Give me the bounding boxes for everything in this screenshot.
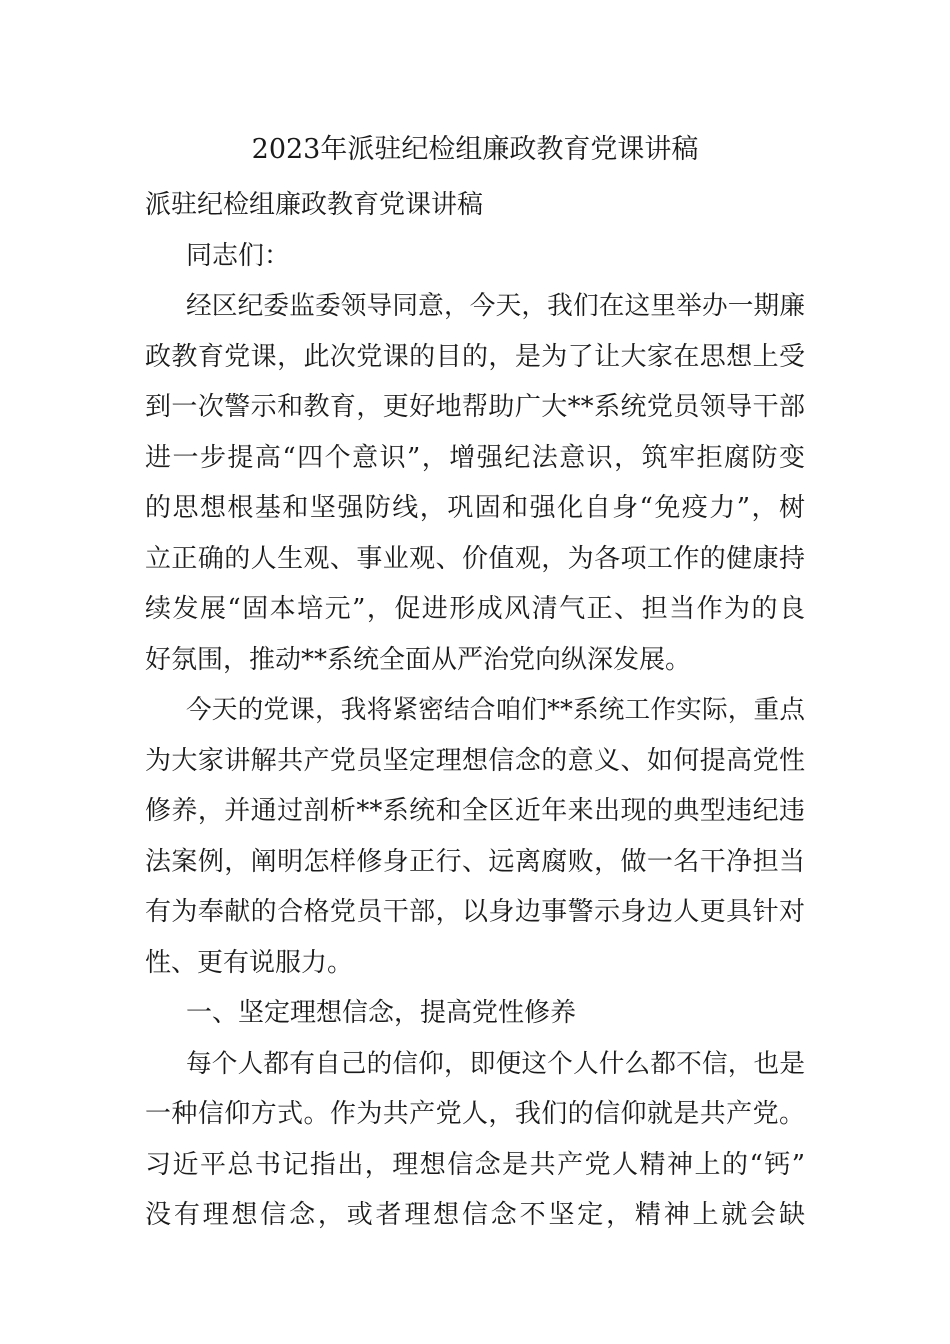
text-line: 经区纪委监委领导同意，今天，我们在这里举办一期廉 xyxy=(186,291,805,321)
text-line: 立正确的人生观、事业观、价值观，为各项工作的健康持 xyxy=(145,543,805,574)
text-line: 好氛围，推动**系统全面从严治党向纵深发展。 xyxy=(145,644,692,675)
text-line: 今天的党课，我将紧密结合咱们**系统工作实际，重点 xyxy=(186,695,805,725)
document-title: 2023年派驻纪检组廉政教育党课讲稿 xyxy=(251,134,699,165)
text-line: 进一步提高“四个意识”，增强纪法意识，筑牢拒腐防变 xyxy=(145,442,805,473)
text-line: 派驻纪检组廉政教育党课讲稿 xyxy=(145,190,484,220)
text-line: 有为奉献的合格党员干部，以身边事警示身边人更具针对 xyxy=(145,897,805,927)
text-line: 习近平总书记指出，理想信念是共产党人精神上的“钙” xyxy=(145,1149,805,1180)
text-line: 修养，并通过剖析**系统和全区近年来出现的典型违纪违 xyxy=(145,796,805,826)
document-body xyxy=(145,180,805,1241)
text-line: 一种信仰方式。作为共产党人，我们的信仰就是共产党。 xyxy=(145,1099,805,1129)
text-line: 政教育党课，此次党课的目的，是为了让大家在思想上受 xyxy=(145,341,805,372)
text-line: 一、坚定理想信念，提高党性修养 xyxy=(186,998,577,1028)
text-line: 法案例，阐明怎样修身正行、远离腐败，做一名干净担当 xyxy=(145,846,805,877)
text-line: 为大家讲解共产党员坚定理想信念的意义、如何提高党性 xyxy=(145,745,805,776)
text-line: 没有理想信念，或者理想信念不坚定，精神上就会缺 xyxy=(145,1200,805,1230)
text-line: 的思想根基和坚强防线，巩固和强化自身“免疫力”，树 xyxy=(145,493,805,523)
text-line: 续发展“固本培元”，促进形成风清气正、担当作为的良 xyxy=(145,594,805,624)
text-line: 每个人都有自己的信仰，即便这个人什么都不信，也是 xyxy=(186,1048,805,1079)
text-line: 性、更有说服力。 xyxy=(145,947,354,978)
text-line: 到一次警示和教育，更好地帮助广大**系统党员领导干部 xyxy=(145,392,805,422)
text-line: 同志们： xyxy=(186,240,291,271)
